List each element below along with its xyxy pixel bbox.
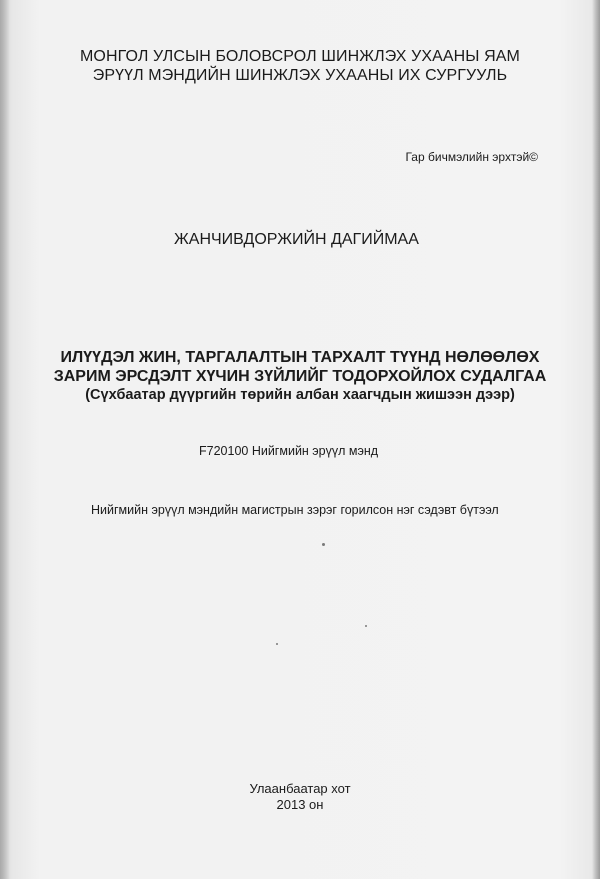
title-line-2: ЗАРИМ ЭРСДЭЛТ ХҮЧИН ЗҮЙЛИЙГ ТОДОРХОЙЛОХ СУДАЛГАА: [53, 368, 547, 385]
copyright-note: Гар бичмэлийн эрхтэй©: [405, 150, 538, 164]
specialty-code: F720100 Нийгмийн эрүүл мэнд: [199, 444, 379, 458]
ministry-name: МОНГОЛ УЛСЫН БОЛОВСРОЛ ШИНЖЛЭХ УХААНЫ ЯАМ: [80, 48, 520, 65]
thesis-title: [0, 348, 600, 405]
title-subtitle: (Сүхбаатар дүүргийн төрийн албан хаагчдын жишээн дээр): [85, 387, 515, 403]
paper-speck: [322, 543, 325, 546]
page-edge-shadow: [592, 0, 600, 879]
year: 2013 он: [276, 797, 324, 812]
university-name: ЭРҮҮЛ МЭНДИЙН ШИНЖЛЭХ УХААНЫ ИХ СУРГУУЛЬ: [92, 67, 508, 84]
paper-speck: [365, 625, 367, 627]
city: Улаанбаатар хот: [249, 781, 351, 796]
author-name: ЖАНЧИВДОРЖИЙН ДАГИЙМАА: [174, 231, 419, 248]
institution-header: [0, 47, 600, 85]
place-and-date: [0, 781, 600, 813]
binding-shadow: [0, 0, 10, 879]
title-line-1: ИЛҮҮДЭЛ ЖИН, ТАРГАЛАЛТЫН ТАРХАЛТ ТҮҮНД НӨЛӨӨЛӨХ: [60, 349, 540, 366]
paper-speck: [276, 643, 278, 645]
degree-statement: Нийгмийн эрүүл мэндийн магистрын зэрэг горилсон нэг сэдэвт бүтээл: [91, 503, 499, 517]
